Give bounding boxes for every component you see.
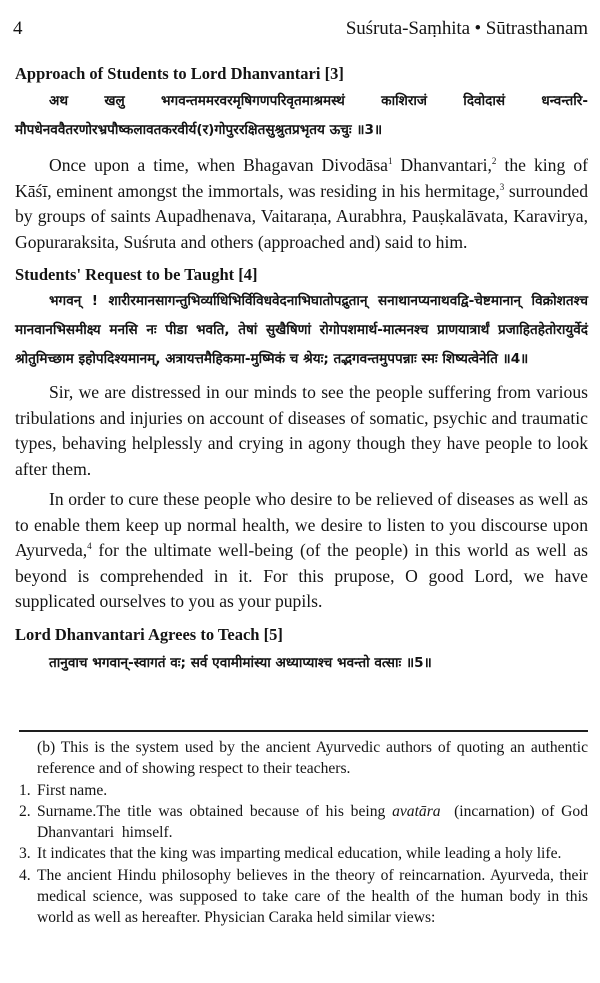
text-run: Sir, we are distressed in our minds to see the people suffering from various tribulations and injuries on account of diseases of somatic, psychic and traumatic types, behaving helplessly and crying in agony though they have people to look after them.	[15, 382, 588, 479]
text-run: the king of Kāśī, eminent amongst the immortals, was residing in his hermitage,	[15, 155, 588, 201]
text-run: First name.	[37, 781, 108, 799]
footnote-ref: 2	[491, 156, 497, 166]
footnote-text	[37, 780, 588, 801]
text-run: Surname.The title was obtained because of his being	[37, 802, 393, 820]
text-run: The ancient Hindu philosophy believes in the theory of reincarnation. Ayurveda, their medical science, was supposed to take care of the health of the human body in this world as well as hereafter. Physician Caraka held similar views:	[37, 866, 588, 927]
footnote-number: 4.	[19, 866, 31, 884]
footnote-number: 3.	[19, 845, 31, 863]
footnote-list	[19, 780, 596, 929]
translation-paragraph	[15, 487, 588, 615]
sanskrit-verse-5: तानुवाच भगवान्-स्वागतं वः; सर्व एवामीमांस्या अध्याप्याश्च भवन्तो वत्साः ॥5॥	[49, 654, 432, 671]
footnote-item	[19, 843, 588, 864]
section-heading-5: Lord Dhanvantari Agrees to Teach [5]	[15, 624, 283, 644]
main-text	[15, 63, 588, 678]
text-run: It indicates that the king was imparting medical education, while leading a holy life.	[37, 845, 562, 863]
sanskrit-verse-3: अथ खलु भगवन्तममरवरमृषिगणपरिवृतमाश्रमस्थं काशिराजं दिवोदासं धन्वन्तरि-मौपधेनववैतरणोरभ्रपौष्कलावतकरवीर्य(र)गोपुररक्षितसुश्रुतप्रभृतय ऊचुः ॥3॥	[15, 93, 588, 138]
text-run: (incarnation) of God Dhanvantari himself.	[37, 802, 596, 842]
footnote-ref: 3	[499, 181, 505, 192]
footnote-item	[19, 780, 588, 801]
footnote-ref: 4	[87, 541, 92, 551]
translation-paragraph	[15, 380, 588, 482]
footnote-b: (b) This is the system used by the ancient Ayurvedic authors of quoting an authentic reference and of showing respect to their teachers.	[37, 739, 588, 778]
text-run: surrounded by groups of saints Aupadhenava, Vaitaraṇa, Aurabhra, Pauṣkalāvata, Karavirya, Gopuraraksita, Suśruta and others (approached and) said to him.	[15, 180, 588, 252]
text-run: for the ultimate well-being (of the people) in this world as well as beyond is comprehended in it. For this prupose, O good Lord, we have supplicated ourselves to you as your pupils.	[15, 540, 588, 611]
running-title: Suśruta-Saṃhita • Sūtrasthanam	[345, 18, 588, 39]
text-run: Dhanvantari,	[392, 155, 492, 175]
footnote-ref: 1	[388, 156, 393, 166]
footnote-text	[37, 865, 588, 929]
footnote-item	[19, 865, 588, 929]
page-number: 4	[13, 18, 23, 39]
section-heading-4: Students' Request to be Taught [4]	[15, 265, 258, 284]
text-run: Once upon a time, when Bhagavan Divodāsa	[49, 155, 388, 175]
italic-term: avatāra	[392, 802, 441, 820]
footnote-text	[37, 801, 596, 844]
footnotes	[19, 737, 596, 929]
section-heading-3: Approach of Students to Lord Dhanvantari [3]	[15, 64, 344, 83]
footnote-text	[37, 843, 588, 864]
running-head	[13, 18, 588, 44]
footnote-item	[19, 801, 596, 844]
text-run: In order to cure these people who desire to be relieved of diseases as well as to enable them keep up normal health, we desire to listen to you discourse upon Ayurveda,	[15, 489, 588, 560]
sanskrit-verse-4: भगवन् ! शारीरमानसागन्तुभिर्व्याधिभिर्विविधवेदनाभिघातोपद्रुतान् सनाथानप्यनाथवद्वि-चेष्टमानान् विक्रोशतश्च मानवानभिसमीक्ष्य मनसि नः पीडा भवति, तेषां सुखैषिणां रोगोपशमार्थ-मात्मनश्च प्राणयात्रार्थं प्रजाहितहेतोरायुर्वेदं श्रोतुमिच्छाम इहोपदिश्यमानम्, अत्रायत्तमैहिकमा-मुष्मिकं च श्रेयः; तद्भगवन्तमुपपन्नाः स्मः शिष्यत्वेनेति ॥4॥	[15, 293, 588, 367]
footnote-number: 1.	[19, 781, 31, 799]
footnote-number: 2.	[19, 802, 31, 820]
translation-paragraph	[15, 153, 588, 255]
footnote-divider	[19, 730, 588, 732]
